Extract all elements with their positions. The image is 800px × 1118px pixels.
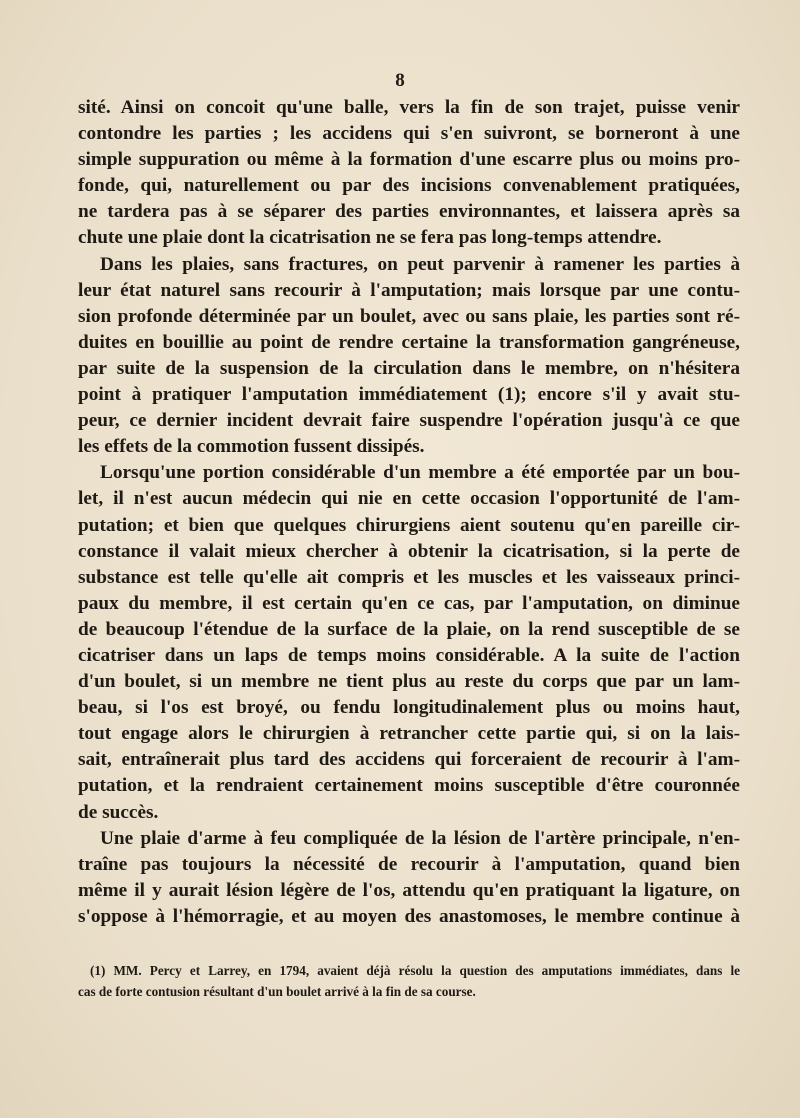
text-line: d'un boulet, si un membre ne tient plus au reste du corps que par un lam- [78, 671, 740, 693]
text-line: simple suppuration ou même à la formation d'une escarre plus ou moins pro- [78, 149, 740, 171]
text-line: de beaucoup l'étendue de la surface de la plaie, on la rend susceptible de se [78, 618, 740, 640]
text-line: chute une plaie dont la cicatrisation ne se fera pas long-temps attendre. [78, 227, 662, 249]
footnote [78, 960, 740, 1002]
text-line: constance il valait mieux chercher à obtenir la cicatrisation, si la perte de [78, 540, 740, 562]
text-line: de succès. [78, 801, 159, 823]
text-line: paux du membre, il est certain qu'en ce cas, par l'amputation, on diminue [78, 592, 740, 614]
text-line: sion profonde déterminée par un boulet, avec ou sans plaie, les parties sont ré- [78, 305, 740, 327]
text-line: les effets de la commotion fussent dissipés. [78, 436, 425, 458]
text-line: duites en bouillie au point de rendre certaine la transformation gangréneuse, [78, 331, 740, 353]
text-line: substance est telle qu'elle ait compris et les muscles et les vaisseaux princi- [78, 566, 740, 588]
text-line: contondre les parties ; les accidens qui s'en suivront, se borneront à une [78, 123, 740, 145]
text-line: beau, si l'os est broyé, ou fendu longitudinalement plus ou moins haut, [78, 697, 740, 719]
page-number: 8 [395, 70, 405, 91]
text-line: leur état naturel sans recourir à l'amputation; mais lorsque par une contu- [78, 279, 740, 301]
text-line: let, il n'est aucun médecin qui nie en cette occasion l'opportunité de l'am- [78, 488, 740, 510]
text-line: Dans les plaies, sans fractures, on peut parvenir à ramener les parties à [100, 253, 740, 275]
body-text [78, 95, 740, 930]
text-line: traîne pas toujours la nécessité de recourir à l'amputation, quand bien [78, 853, 740, 875]
text-line: cicatriser dans un laps de temps moins considérable. A la suite de l'action [78, 644, 740, 666]
text-line: putation, et la rendraient certainement moins susceptible d'être couronnée [78, 775, 740, 797]
text-line: sait, entraînerait plus tard des accidens qui forceraient de recourir à l'am- [78, 749, 740, 771]
text-line: même il y aurait lésion légère de l'os, attendu qu'en pratiquant la ligature, on [78, 879, 740, 901]
text-line: fonde, qui, naturellement ou par des incisions convenablement pratiquées, [78, 175, 740, 197]
footnote-line: cas de forte contusion résultant d'un boulet arrivé à la fin de sa course. [78, 984, 476, 999]
text-line: Lorsqu'une portion considérable d'un membre a été emportée par un bou- [100, 462, 740, 484]
footnote-line: (1) MM. Percy et Larrey, en 1794, avaient déjà résolu la question des amputations immédiates, dans le [90, 963, 740, 978]
text-line: sité. Ainsi on concoit qu'une balle, vers la fin de son trajet, puisse venir [78, 97, 740, 118]
text-line: par suite de la suspension de la circulation dans le membre, on n'hésitera [78, 357, 740, 379]
text-line: peur, ce dernier incident devrait faire suspendre l'opération jusqu'à ce que [78, 410, 740, 432]
text-line: Une plaie d'arme à feu compliquée de la lésion de l'artère principale, n'en- [100, 827, 740, 849]
text-line: tout engage alors le chirurgien à retrancher cette partie qui, si on la lais- [78, 723, 740, 745]
text-line: putation; et bien que quelques chirurgiens aient soutenu qu'en pareille cir- [78, 514, 740, 536]
text-line: ne tardera pas à se séparer des parties environnantes, et laissera après sa [78, 201, 740, 223]
text-line: point à pratiquer l'amputation immédiatement (1); encore s'il y avait stu- [78, 384, 740, 406]
text-line: s'oppose à l'hémorragie, et au moyen des anastomoses, le membre continue à [78, 905, 740, 927]
